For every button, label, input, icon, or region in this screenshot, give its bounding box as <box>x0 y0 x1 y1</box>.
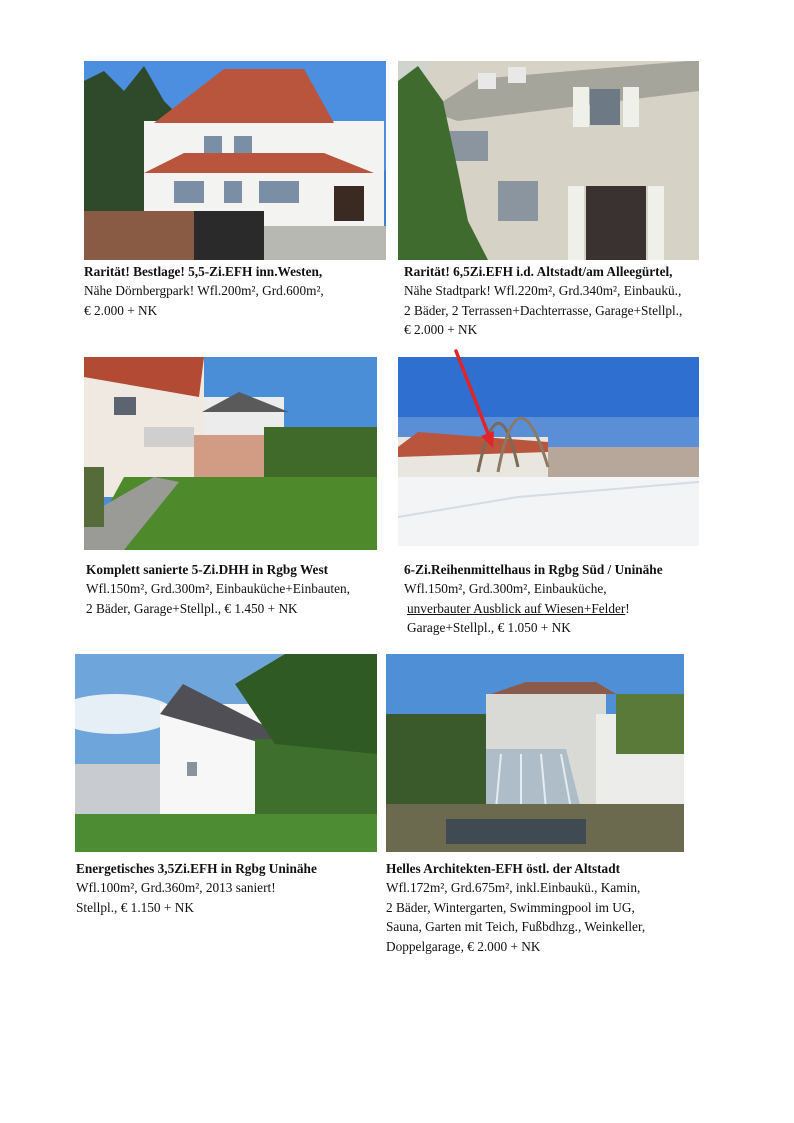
listing-line: 2 Bäder, Wintergarten, Swimmingpool im UG, <box>386 899 635 915</box>
listing-title: Helles Architekten-EFH östl. der Altstadt <box>386 861 621 876</box>
listing-line: Sauna, Garten mit Teich, Fußbdhzg., Weinkeller, <box>386 919 646 935</box>
underlined-highlight: unverbauter Ausblick auf Wiesen+Felder <box>407 600 626 616</box>
listing-text-5 <box>76 859 317 917</box>
listing-line: Nähe Dörnbergpark! Wfl.200m², Grd.600m², <box>84 283 324 299</box>
listing-line: Wfl.150m², Grd.300m², Einbauküche+Einbauten, <box>86 581 350 597</box>
listing-line <box>404 599 663 618</box>
exclamation: ! <box>625 600 630 616</box>
house-photo-5 <box>75 654 377 852</box>
listing-text-2 <box>404 262 682 340</box>
house-photo-1 <box>84 61 386 260</box>
listing-line: Nähe Stadtpark! Wfl.220m², Grd.340m², Einbaukü., <box>404 283 682 299</box>
listing-line: Wfl.150m², Grd.300m², Einbauküche, <box>404 581 607 597</box>
listing-line: Doppelgarage, € 2.000 + NK <box>386 938 541 954</box>
listing-text-4 <box>404 560 663 638</box>
listing-title: 6-Zi.Reihenmittelhaus in Rgbg Süd / Uninähe <box>404 562 663 577</box>
listing-text-1 <box>84 262 324 320</box>
listing-text-3 <box>86 560 350 618</box>
listing-title: Komplett sanierte 5-Zi.DHH in Rgbg West <box>86 562 329 577</box>
listing-line: Garage+Stellpl., € 1.050 + NK <box>407 620 571 636</box>
house-photo-4 <box>398 357 699 546</box>
listing-title: Rarität! Bestlage! 5,5-Zi.EFH inn.Westen, <box>84 264 323 279</box>
listing-line: Wfl.172m², Grd.675m², inkl.Einbaukü., Kamin, <box>386 880 641 896</box>
listing-line: € 2.000 + NK <box>84 302 158 318</box>
listing-text-6 <box>386 859 645 956</box>
listing-title: Rarität! 6,5Zi.EFH i.d. Altstadt/am Alleegürtel, <box>404 264 673 279</box>
listing-line: 2 Bäder, Garage+Stellpl., € 1.450 + NK <box>86 600 298 616</box>
listing-line: Wfl.100m², Grd.360m², 2013 saniert! <box>76 880 276 896</box>
listing-title: Energetisches 3,5Zi.EFH in Rgbg Uninähe <box>76 861 317 876</box>
house-photo-2 <box>398 61 699 260</box>
listing-line: Stellpl., € 1.150 + NK <box>76 899 194 915</box>
house-photo-3 <box>84 357 377 550</box>
listing-line: 2 Bäder, 2 Terrassen+Dachterrasse, Garage+Stellpl., <box>404 302 683 318</box>
listing-line: € 2.000 + NK <box>404 322 478 338</box>
house-photo-6 <box>386 654 684 852</box>
